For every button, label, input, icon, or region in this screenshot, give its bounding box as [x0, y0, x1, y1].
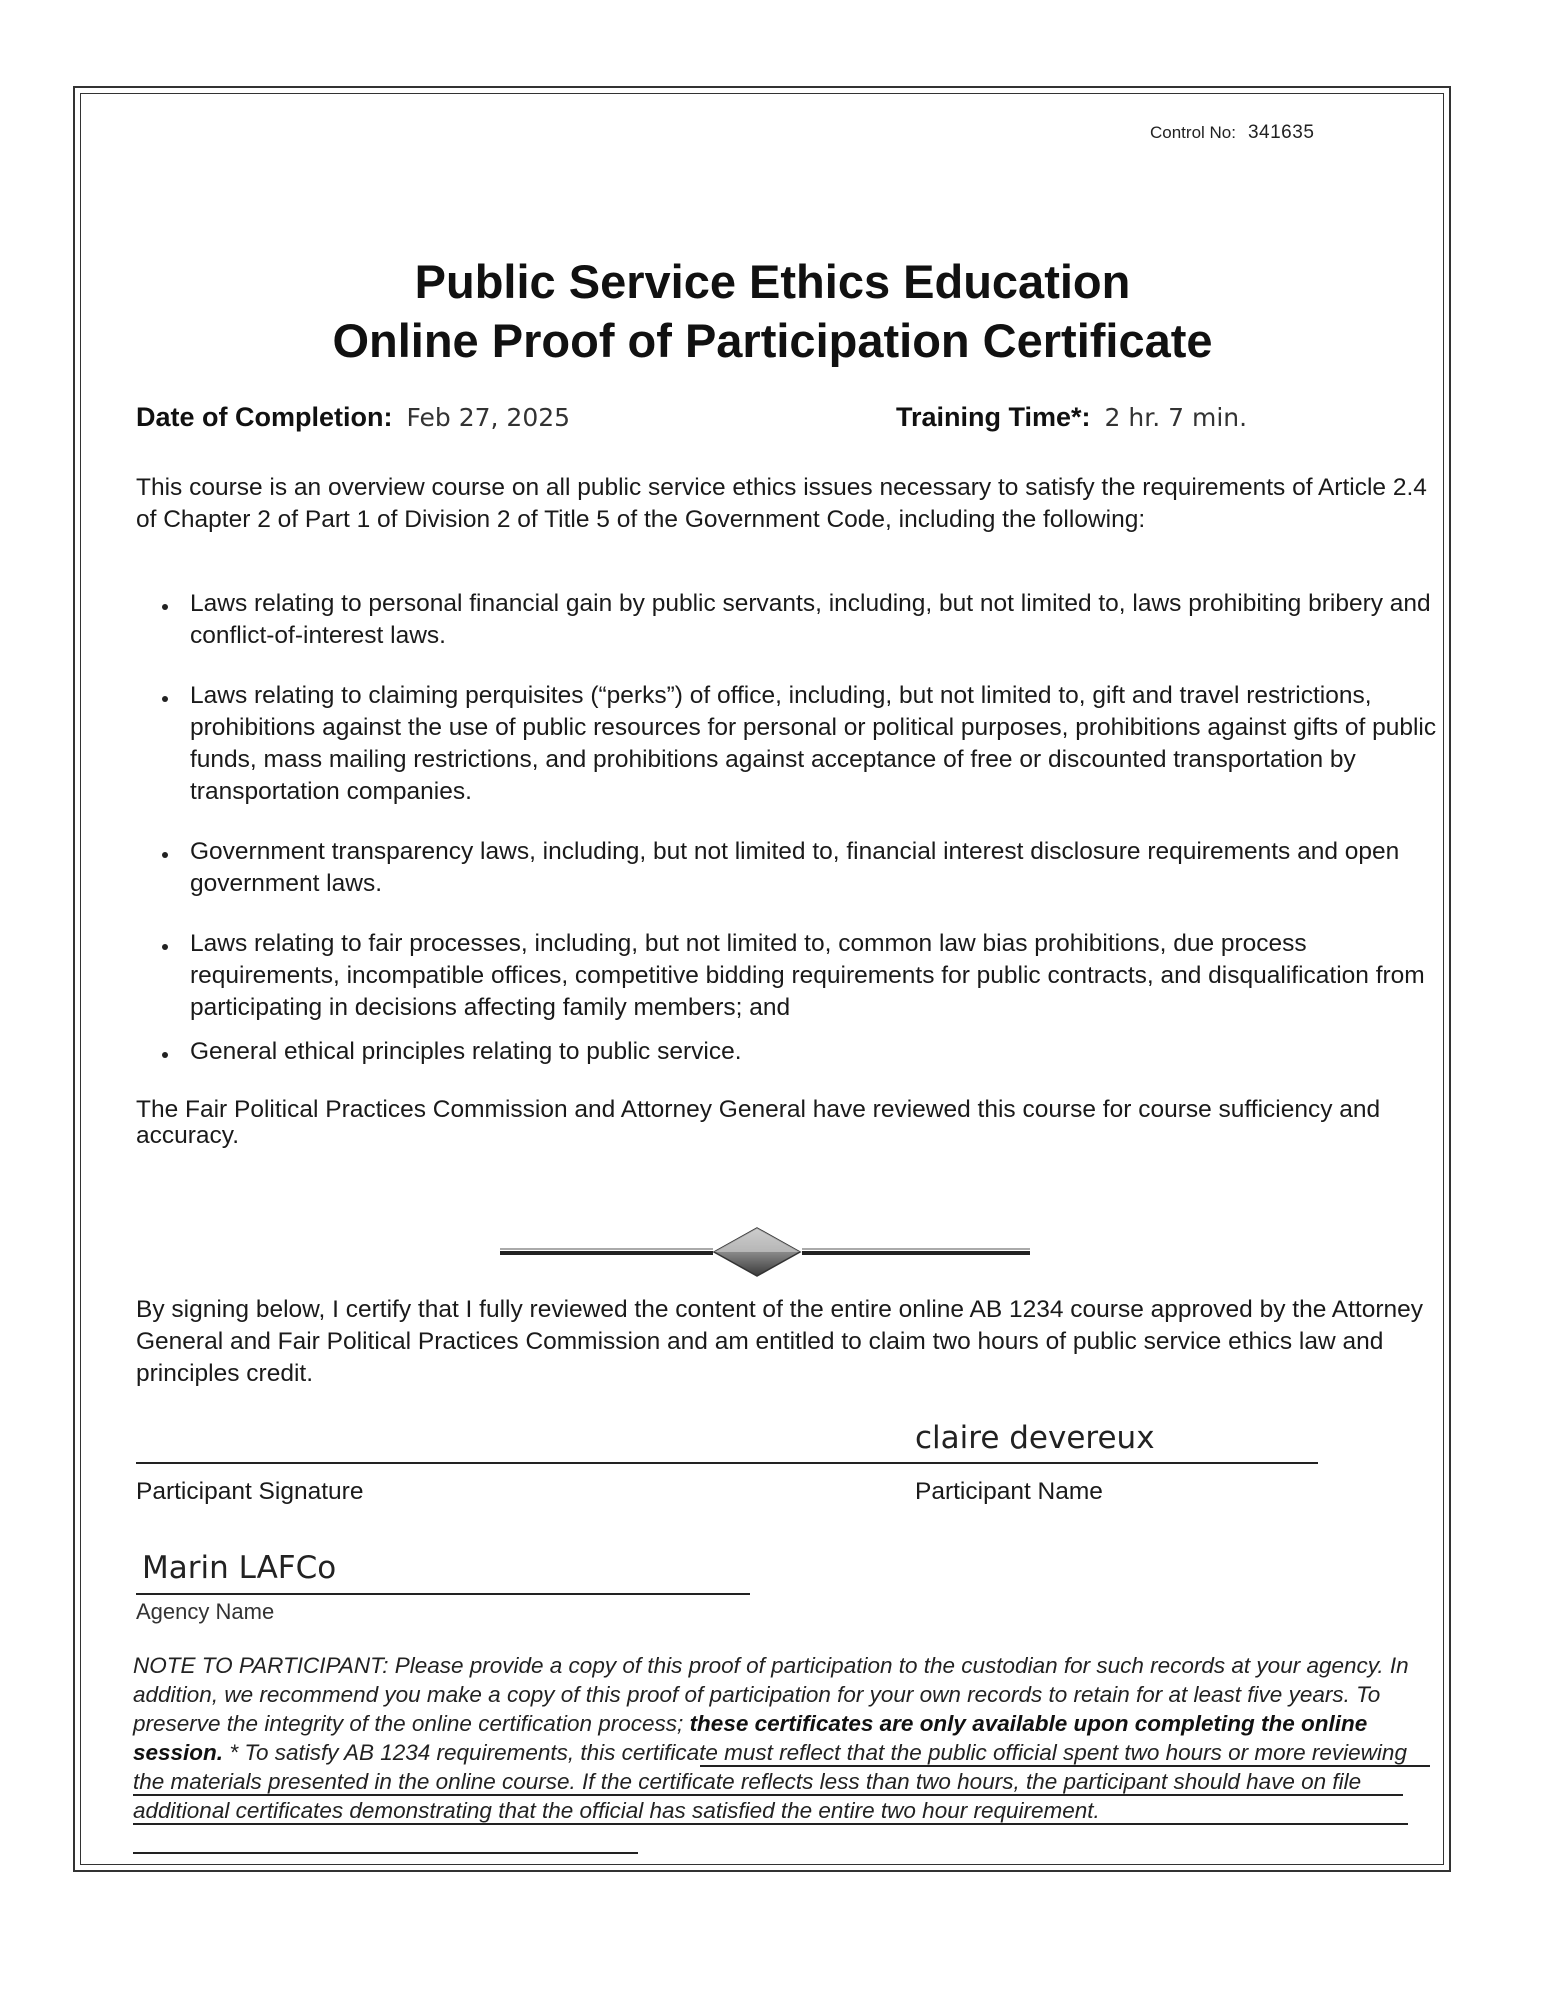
control-number-label: Control No: — [1150, 123, 1236, 142]
topic-list — [136, 588, 1456, 1068]
topic-item: Laws relating to claiming perquisites (“perks”) of office, including, but not limited to, gift and travel restrictions, prohibitions against the use of public resources for personal or political purposes, prohibitions against gifts of public funds, mass mailing restrictions, and prohibitions against acceptance of free or discounted transportation by transportation companies. — [136, 680, 1456, 808]
completion-date — [136, 402, 570, 433]
certificate-title-line1: Public Service Ethics Education — [414, 255, 1131, 308]
certification-statement: By signing below, I certify that I fully reviewed the content of the entire online AB 1234 course approved by the Attorney General and Fair Political Practices Commission and am entitled to claim two hours of public service ethics law and principles credit. — [136, 1296, 1424, 1387]
note-requirement: To satisfy AB 1234 requirements, this certificate must reflect that the public official spent two hours or more reviewing the materials presented in the online course. If the certificate reflects less than two hours, the participant should have on file additional certificates demonstrating that the official has satisfied the entire two hour requirement. — [133, 1740, 1407, 1823]
participant-name-value: claire devereux — [915, 1420, 1155, 1456]
note-to-participant — [133, 1651, 1433, 1825]
note-bold-statement: these certificates are only available upon completing the online session. — [133, 1711, 1368, 1765]
note-underline-2 — [133, 1794, 1403, 1796]
note-underline-3 — [133, 1823, 1408, 1825]
training-time-value: 2 hr. 7 min. — [1104, 403, 1248, 432]
control-number-value: 341635 — [1247, 122, 1315, 143]
review-statement: The Fair Political Practices Commission and Attorney General have reviewed this course for course sufficiency and accuracy. — [136, 1096, 1381, 1149]
diamond-divider-ornament — [500, 1225, 1030, 1281]
note-lead: NOTE TO PARTICIPANT: Please provide a copy of this proof of participation to the custodian for such records at your agency. In addition, we recommend you make a copy of this proof of participation for your own records to retain for at least five years. To preserve the integrity of the online certification process; — [133, 1653, 1409, 1736]
completion-date-label: Date of Completion: — [136, 402, 393, 432]
agency-name-label: Agency Name — [136, 1599, 275, 1624]
course-intro: This course is an overview course on all public service ethics issues necessary to satisfy the requirements of Article 2.4 of Chapter 2 of Part 1 of Division 2 of Title 5 of the Government Code, including the following: — [136, 474, 1427, 533]
training-time-label: Training Time*: — [896, 402, 1091, 432]
participant-signature-label: Participant Signature — [136, 1478, 364, 1505]
signature-line — [136, 1462, 1318, 1464]
agency-name-value: Marin LAFCo — [142, 1550, 337, 1586]
note-underline-4 — [133, 1852, 638, 1854]
agency-line — [136, 1593, 750, 1595]
completion-date-value: Feb 27, 2025 — [406, 403, 571, 432]
topic-item: Laws relating to fair processes, including, but not limited to, common law bias prohibitions, due process requirements, incompatible offices, competitive bidding requirements for public contracts, and disqualification from participating in decisions affecting family members; and — [136, 928, 1456, 1024]
control-number — [1150, 122, 1314, 144]
note-underline-1 — [700, 1765, 1430, 1767]
topic-item: Government transparency laws, including, but not limited to, financial interest disclosure requirements and open government laws. — [136, 836, 1456, 900]
participant-name-label: Participant Name — [915, 1478, 1103, 1505]
note-asterisk: * — [229, 1740, 239, 1765]
training-time — [896, 402, 1247, 433]
topic-item: Laws relating to personal financial gain by public servants, including, but not limited to, laws prohibiting bribery and conflict-of-interest laws. — [136, 588, 1456, 652]
certificate-title-line2: Online Proof of Participation Certificate — [332, 314, 1213, 367]
topic-item: General ethical principles relating to public service. — [136, 1036, 1456, 1068]
